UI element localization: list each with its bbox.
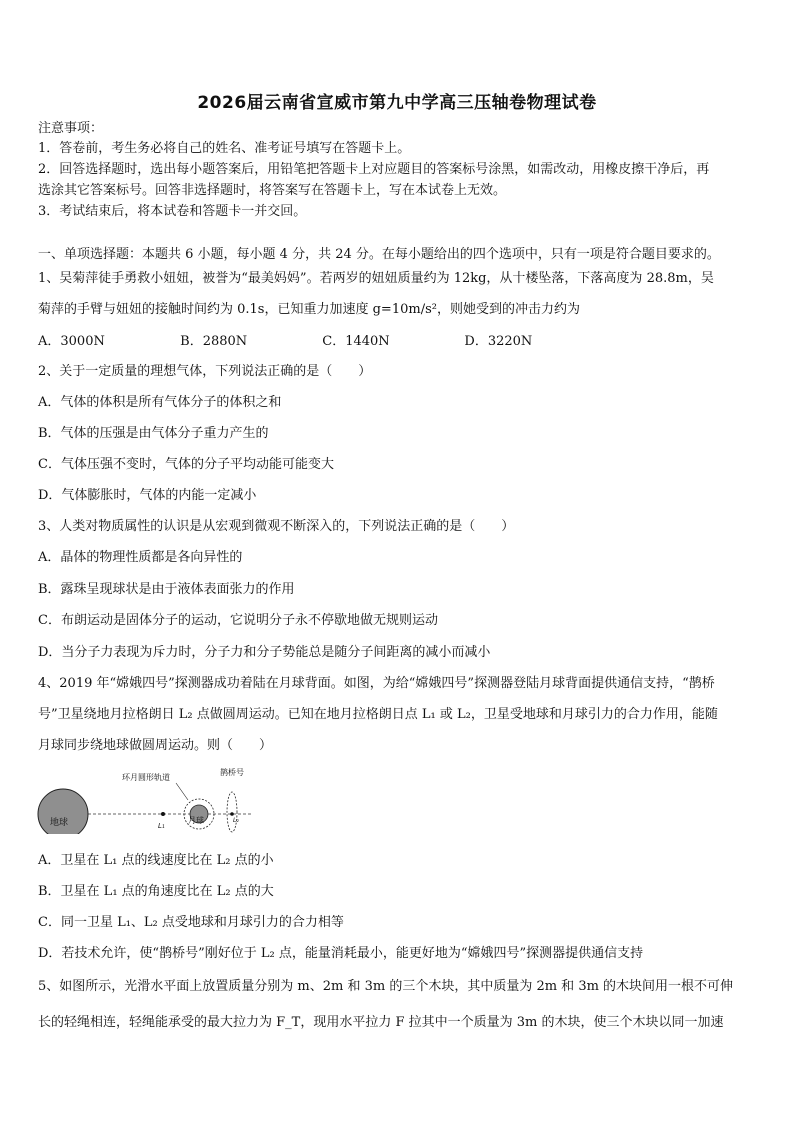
option-b: B．2880N <box>180 334 248 349</box>
question-4-option-a: A．卫星在 L₁ 点的线速度比在 L₂ 点的小 <box>38 853 274 868</box>
relay-label: 鹊桥号 <box>220 768 244 777</box>
earth-moon-lagrange-diagram <box>36 762 256 834</box>
question-4-stem: 4、2019 年“嫦娥四号”探测器成功着陆在月球背面。如图，为给“嫦娥四号”探测器登陆月球背面提供通信支持，“鹊桥 <box>38 676 715 691</box>
question-2-option-c: C．气体压强不变时，气体的分子平均动能可能变大 <box>38 457 334 472</box>
question-2-option-d: D．气体膨胀时，气体的内能一定减小 <box>38 488 257 503</box>
question-4-stem-end: 月球同步绕地球做圆周运动。则（ ） <box>38 738 273 753</box>
moon-label: 月球 <box>188 816 204 825</box>
l2-point <box>230 812 234 816</box>
earth-label: 地球 <box>50 818 69 828</box>
question-3-option-b: B．露珠呈现球状是由于液体表面张力的作用 <box>38 582 295 597</box>
orbit-leader-line <box>176 783 188 800</box>
option-d: D．3220N <box>464 334 533 349</box>
question-2-option-b: B．气体的压强是由气体分子重力产生的 <box>38 426 269 441</box>
l1-point <box>161 812 165 816</box>
notice-heading: 注意事项： <box>38 121 104 136</box>
section-heading: 一、单项选择题：本题共 6 小题，每小题 4 分，共 24 分。在每小题给出的四个选项中，只有一项是符合题目要求的。 <box>38 247 720 262</box>
l2-label: L₂ <box>233 817 239 824</box>
notice-item: 1．答卷前，考生务必将自己的姓名、准考证号填写在答题卡上。 <box>38 141 411 156</box>
orbit-label: 环月圆形轨道 <box>122 773 170 782</box>
question-1-options <box>38 333 602 351</box>
question-4-option-b: B．卫星在 L₁ 点的角速度比在 L₂ 点的大 <box>38 884 274 899</box>
question-1-stem: 1、吴菊萍徒手勇救小妞妞，被誉为“最美妈妈”。若两岁的妞妞质量约为 12kg，从十楼坠落，下落高度为 28.8m，吴 <box>38 271 714 286</box>
question-3-option-a: A．晶体的物理性质都是各向异性的 <box>38 550 243 565</box>
question-2-stem: 2、关于一定质量的理想气体，下列说法正确的是（ ） <box>38 364 372 379</box>
question-5-stem: 5、如图所示，光滑水平面上放置质量分别为 m、2m 和 3m 的三个木块，其中质量为 2m 和 3m 的木块间用一根不可伸 <box>38 979 734 994</box>
option-c: C．1440N <box>322 334 390 349</box>
question-1-stem-cont: 菊萍的手臂与妞妞的接触时间约为 0.1s，已知重力加速度 g=10m/s²，则她受到的冲击力约为 <box>38 302 580 317</box>
page-title: 2026届云南省宣威市第九中学高三压轴卷物理试卷 <box>197 93 597 113</box>
question-4-stem-cont: 号”卫星绕地月拉格朗日 L₂ 点做圆周运动。已知在地月拉格朗日点 L₁ 或 L₂，卫星受地球和月球引力的合力作用，能随 <box>38 707 718 722</box>
notice-item: 2．回答选择题时，选出每小题答案后，用铅笔把答题卡上对应题目的答案标号涂黑，如需改动，用橡皮擦干净后，再 <box>38 162 710 177</box>
relay-orbit <box>227 792 237 832</box>
notice-item: 3．考试结束后，将本试卷和答题卡一并交回。 <box>38 204 307 219</box>
question-5-stem-cont: 长的轻绳相连，轻绳能承受的最大拉力为 F_T，现用水平拉力 F 拉其中一个质量为 3m 的木块，使三个木块以同一加速 <box>38 1015 724 1030</box>
l1-label: L₁ <box>158 822 165 830</box>
question-3-option-d: D．当分子力表现为斥力时，分子力和分子势能总是随分子间距离的减小而减小 <box>38 645 491 660</box>
question-4-option-c: C．同一卫星 L₁、L₂ 点受地球和月球引力的合力相等 <box>38 915 344 930</box>
option-a: A．3000N <box>38 334 105 349</box>
question-2-option-a: A．气体的体积是所有气体分子的体积之和 <box>38 395 282 410</box>
notice-item: 选涂其它答案标号。回答非选择题时，将答案写在答题卡上，写在本试卷上无效。 <box>38 183 507 198</box>
question-4-option-d: D．若技术允许，使“鹊桥号”刚好位于 L₂ 点，能量消耗最小，能更好地为“嫦娥四号”探测器提供通信支持 <box>38 946 644 961</box>
question-3-option-c: C．布朗运动是固体分子的运动，它说明分子永不停歇地做无规则运动 <box>38 613 438 628</box>
question-3-stem: 3、人类对物质属性的认识是从宏观到微观不断深入的，下列说法正确的是（ ） <box>38 519 515 534</box>
